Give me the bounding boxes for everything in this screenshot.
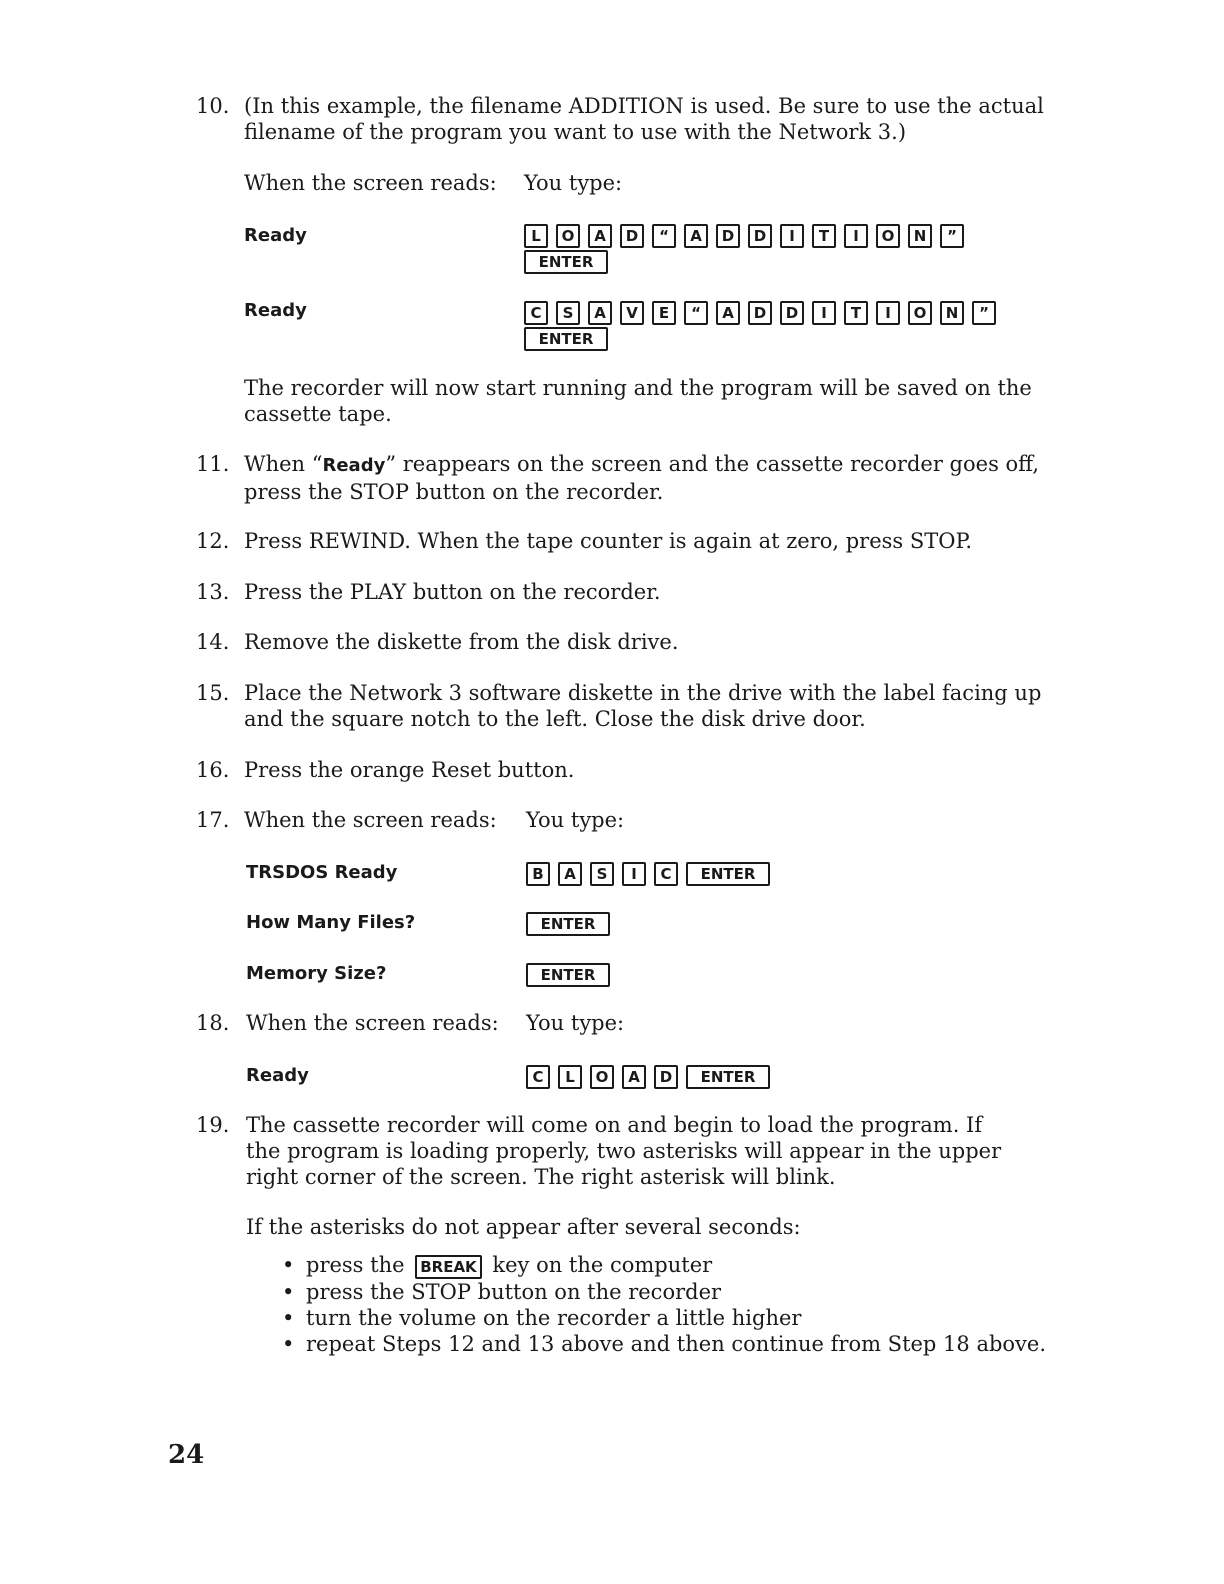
key-cap: O [590,1065,614,1089]
step-text: Press the orange Reset button. [244,758,575,782]
key-cap: C [524,301,548,325]
key-cap: O [876,224,900,248]
step-number: 16. [196,758,230,782]
column-header-screen: When the screen reads: [244,808,497,832]
key-cap: D [780,301,804,325]
key-cap: D [748,224,772,248]
column-header-type: You type: [524,171,623,195]
list-item: • repeat Steps 12 and 13 above and then continue from Step 18 above. [276,1331,1056,1357]
key-cap: “ [652,224,676,248]
key-cap: V [620,301,644,325]
key-cap: E [652,301,676,325]
step-note: If the asterisks do not appear after several seconds: [246,1215,801,1239]
step-text: Place the Network 3 software diskette in the drive with the label facing up and the square notch to the left. Close the disk drive door. [244,681,1042,731]
screen-prompt: Ready [244,300,307,321]
key-cap: ” [972,301,996,325]
key-cap: T [812,224,836,248]
column-header-type: You type: [526,1011,625,1035]
key-cap: I [780,224,804,248]
key-cap: A [558,862,582,886]
key-cap: D [748,301,772,325]
key-cap: I [876,301,900,325]
key-sequence-enter [524,247,616,274]
key-enter: ENTER [686,1065,770,1089]
step-number: 19. [196,1113,230,1137]
key-cap: L [524,224,548,248]
key-sequence [524,298,1004,325]
step-text: (In this example, the filename ADDITION is used. Be sure to use the actual filename of the program you want to use with the Network 3.) [244,94,1044,144]
step-number: 12. [196,529,230,553]
screen-prompt: Memory Size? [246,963,387,984]
key-cap: D [620,224,644,248]
step-17 [196,807,1056,987]
step-note: The recorder will now start running and the program will be saved on the cassette tape. [244,376,1032,426]
key-cap: I [622,862,646,886]
key-enter: ENTER [526,963,610,987]
key-cap: N [940,301,964,325]
key-cap: I [844,224,868,248]
key-sequence [524,221,972,248]
column-header-screen: When the screen reads: [244,171,497,195]
key-cap: A [684,224,708,248]
list-item: • press the STOP button on the recorder [276,1279,1056,1305]
step-number: 11. [196,452,230,476]
key-cap: C [526,1065,550,1089]
step-number: 10. [196,94,230,118]
key-cap: A [588,301,612,325]
key-cap: A [622,1065,646,1089]
key-sequence [526,859,778,886]
column-header-type: You type: [526,808,625,832]
step-text: Press REWIND. When the tape counter is again at zero, press STOP. [244,529,973,553]
key-sequence [526,1062,778,1089]
key-cap: L [558,1065,582,1089]
key-cap: S [556,301,580,325]
key-cap: T [844,301,868,325]
step-text: Remove the diskette from the disk drive. [244,630,679,654]
step-18 [196,1010,1056,1090]
step-text: Press the PLAY button on the recorder. [244,580,661,604]
key-cap: B [526,862,550,886]
screen-prompt: Ready [246,1065,309,1086]
step-text: The cassette recorder will come on and begin to load the program. If the program is loading properly, two asterisks will appear in the upper right corner of the screen. The right asterisk will blink. [246,1113,1002,1189]
key-enter: ENTER [526,912,610,936]
step-number: 14. [196,630,230,654]
step-number: 13. [196,580,230,604]
key-break: BREAK [415,1255,481,1279]
screen-word-ready: Ready [322,455,386,476]
list-item [276,1252,1056,1279]
step-text [244,451,1056,505]
screen-prompt: Ready [244,225,307,246]
bullet-text: press the [306,1253,405,1277]
screen-prompt: TRSDOS Ready [246,862,398,883]
screen-prompt: How Many Files? [246,912,416,933]
bullet-text: key on the computer [492,1253,713,1277]
step-10 [196,93,1056,433]
key-cap: I [812,301,836,325]
key-enter: ENTER [524,327,608,351]
key-cap: A [716,301,740,325]
key-cap: D [654,1065,678,1089]
key-cap: O [556,224,580,248]
key-enter: ENTER [686,862,770,886]
key-cap: A [588,224,612,248]
bullet-list [276,1252,1056,1357]
step-11 [196,451,1056,503]
step-number: 17. [196,808,230,832]
key-cap: D [716,224,740,248]
key-cap: N [908,224,932,248]
key-cap: “ [684,301,708,325]
list-item: • turn the volume on the recorder a little higher [276,1305,1056,1331]
column-header-screen: When the screen reads: [246,1011,499,1035]
page-number: 24 [168,1440,205,1470]
step-19 [196,1112,1056,1362]
key-enter: ENTER [524,250,608,274]
text-pre: When “ [244,452,323,476]
key-cap: ” [940,224,964,248]
key-cap: S [590,862,614,886]
key-sequence [526,909,618,936]
key-cap: C [654,862,678,886]
key-sequence [526,960,618,987]
text-post: ” reappears on the screen and the cassette recorder goes off, press the STOP button on the recorder. [244,452,1040,504]
step-number: 15. [196,681,230,705]
key-sequence-enter [524,324,616,351]
key-cap: O [908,301,932,325]
step-number: 18. [196,1011,230,1035]
